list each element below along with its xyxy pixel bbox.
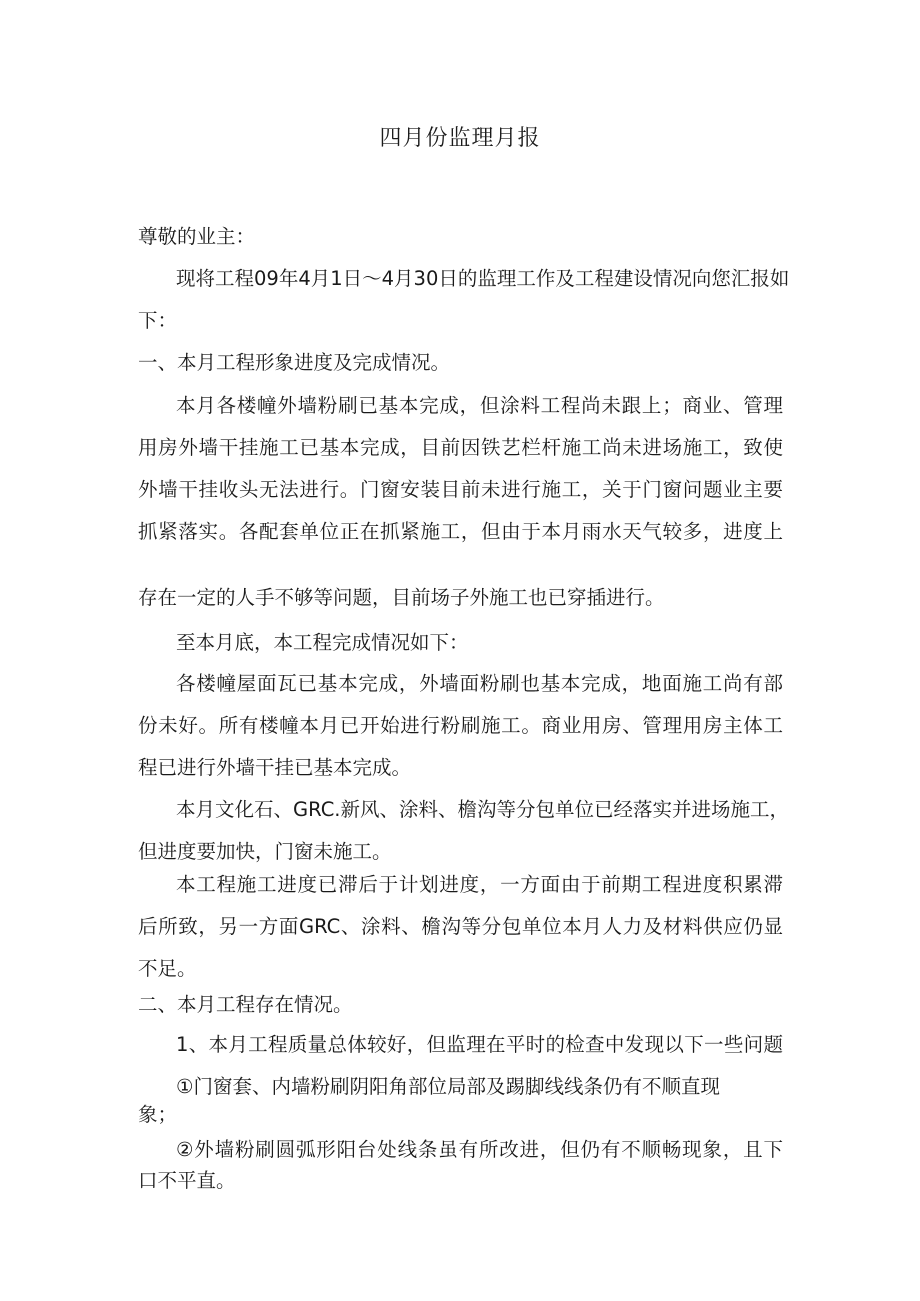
paragraph-3-line-2: 份未好。所有楼幢本月已开始进行粉刷施工。商业用房、管理用房主体工 (138, 714, 783, 737)
paragraph-1-line-1: 本月各楼幢外墙粉刷已基本完成，但涂料工程尚未跟上；商业、管理 (176, 394, 783, 417)
intro-line-1: 现将工程09年4月1日～4月30日的监理工作及工程建设情况向您汇报如 (176, 267, 790, 290)
paragraph-1-line-3: 外墙干挂收头无法进行。门窗安装目前未进行施工，关于门窗问题业主要 (138, 478, 783, 501)
paragraph-5-line-3: 不足。 (138, 957, 197, 980)
paragraph-1-line-2: 用房外墙干挂施工已基本完成，目前因铁艺栏杆施工尚未进场施工，致使 (138, 436, 783, 459)
section-1-heading: 一、本月工程形象进度及完成情况。 (138, 351, 451, 374)
sub-item-1-line-2: 象； (138, 1103, 178, 1126)
item-1: 1、本月工程质量总体较好，但监理在平时的检查中发现以下一些问题 (176, 1033, 783, 1056)
paragraph-5-line-1: 本工程施工进度已滞后于计划进度，一方面由于前期工程进度积累滞 (176, 873, 783, 896)
salutation: 尊敬的业主： (138, 225, 256, 248)
paragraph-3-line-1: 各楼幢屋面瓦已基本完成，外墙面粉刷也基本完成，地面施工尚有部 (176, 672, 783, 695)
paragraph-5-line-2: 后所致，另一方面GRC、涂料、檐沟等分包单位本月人力及材料供应仍显 (138, 915, 783, 938)
sub-item-2-line-2: 口不平直。 (138, 1169, 236, 1192)
paragraph-1-line-5: 存在一定的人手不够等问题，目前场子外施工也已穿插进行。 (138, 586, 665, 609)
paragraph-2: 至本月底，本工程完成情况如下： (176, 631, 469, 654)
paragraph-1-line-4: 抓紧落实。各配套单位正在抓紧施工，但由于本月雨水天气较多，进度上 (138, 520, 783, 543)
intro-line-2: 下： (138, 309, 178, 332)
paragraph-4-line-2: 但进度要加快，门窗未施工。 (138, 840, 392, 863)
sub-item-2-line-1: ②外墙粉刷圆弧形阳台处线条虽有所改进，但仍有不顺畅现象，且下 (176, 1138, 783, 1161)
paragraph-4-line-1: 本月文化石、GRC.新风、涂料、檐沟等分包单位已经落实并进场施工， (176, 798, 790, 821)
section-2-heading: 二、本月工程存在情况。 (138, 993, 353, 1016)
paragraph-3-line-3: 程已进行外墙干挂已基本完成。 (138, 756, 412, 779)
sub-item-1-line-1: ①门窗套、内墙粉刷阴阳角部位局部及踢脚线线条仍有不顺直现 (176, 1075, 720, 1098)
document-title: 四月份监理月报 (379, 126, 541, 151)
